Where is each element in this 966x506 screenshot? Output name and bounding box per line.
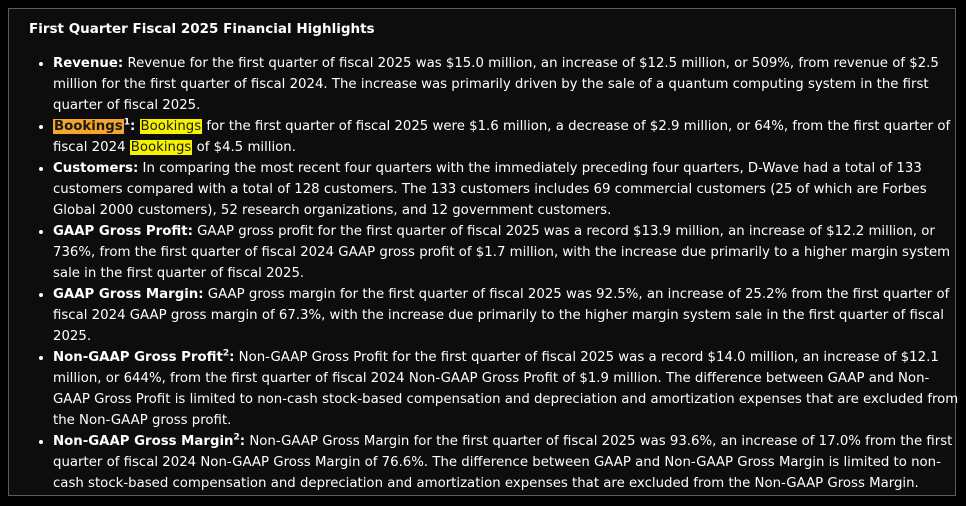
item-label: Revenue: <box>53 56 124 71</box>
item-label <box>53 350 234 365</box>
item-text: of $4.5 million. <box>192 140 296 155</box>
label-colon: : <box>239 434 246 449</box>
item-label <box>53 119 135 134</box>
list-item-non-gaap-gross-profit <box>53 347 965 431</box>
label-colon: : <box>129 119 136 134</box>
spacer <box>135 119 139 134</box>
list-item-gaap-gross-margin <box>53 284 965 347</box>
list-item-revenue <box>53 53 965 116</box>
section-title: First Quarter Fiscal 2025 Financial Highlights <box>29 21 375 37</box>
document-panel <box>8 8 959 496</box>
list-item-bookings <box>53 116 965 158</box>
list-item-customers <box>53 158 965 221</box>
item-text: In comparing the most recent four quarters with the immediately preceding four quarters, D-Wave had a total of 133 customers compared with a total of 128 customers. The 133 customers includes 69 commercial customers (25 of which are Forbes Global 2000 customers), 52 research organizations, and 12 government customers. <box>53 161 927 218</box>
item-label <box>53 434 245 449</box>
label-text: Non-GAAP Gross Margin <box>53 434 234 449</box>
item-text: GAAP gross profit for the first quarter of fiscal 2025 was a record $13.9 million, an increase of $12.2 million, or 736%, from the first quarter of fiscal 2024 GAAP gross profit of $1.7 million, with the increase due primarily to a higher margin system sale in the first quarter of fiscal 2025. <box>53 224 951 281</box>
label-text: Non-GAAP Gross Profit <box>53 350 223 365</box>
footnote-marker: 1 <box>123 117 130 128</box>
list-item-non-gaap-gross-margin <box>53 431 965 494</box>
highlights-list <box>31 53 965 494</box>
search-highlight-current: Bookings <box>54 119 123 134</box>
item-label: GAAP Gross Profit: <box>53 224 193 239</box>
search-highlight: Bookings <box>140 119 202 134</box>
item-label: GAAP Gross Margin: <box>53 287 204 302</box>
label-colon: : <box>229 350 235 365</box>
item-label: Customers: <box>53 161 139 176</box>
item-text: Non-GAAP Gross Margin for the first quarter of fiscal 2025 was 93.6%, an increase of 17.0% from the first quarter of fiscal 2024 Non-GAAP Gross Margin of 76.6%. The difference between GAAP and Non-GAAP Gross Margin is limited to non-cash stock-based compensation and depreciation and amortization expenses that are excluded from the Non-GAAP Gross Margin. <box>53 434 953 491</box>
search-highlight: Bookings <box>130 140 192 155</box>
item-text: Revenue for the first quarter of fiscal 2025 was $15.0 million, an increase of $12.5 million, or 509%, from revenue of $2.5 million for the first quarter of fiscal 2024. The increase was primarily driven by the sale of a quantum computing system in the first quarter of fiscal 2025. <box>53 56 939 113</box>
footnote-marker: 2 <box>233 432 240 443</box>
list-item-gaap-gross-profit <box>53 221 965 284</box>
item-text: Non-GAAP Gross Profit for the first quarter of fiscal 2025 was a record $14.0 million, an increase of $12.1 million, or 644%, from the first quarter of fiscal 2024 Non-GAAP Gross Profit of $1.9 million. The difference between GAAP and Non-GAAP Gross Profit is limited to non-cash stock-based compensation and depreciation and amortization expenses that are excluded from the Non-GAAP gross profit. <box>53 350 959 428</box>
footnote-marker: 2 <box>222 348 230 359</box>
item-text: for the first quarter of fiscal 2025 were $1.6 million, a decrease of $2.9 million, or 64%, from the first quarter of fiscal 2024 <box>53 119 951 155</box>
item-text: GAAP gross margin for the first quarter of fiscal 2025 was 92.5%, an increase of 25.2% from the first quarter of fiscal 2024 GAAP gross margin of 67.3%, with the increase due primarily to the higher margin system sale in the first quarter of fiscal 2025. <box>53 287 950 344</box>
